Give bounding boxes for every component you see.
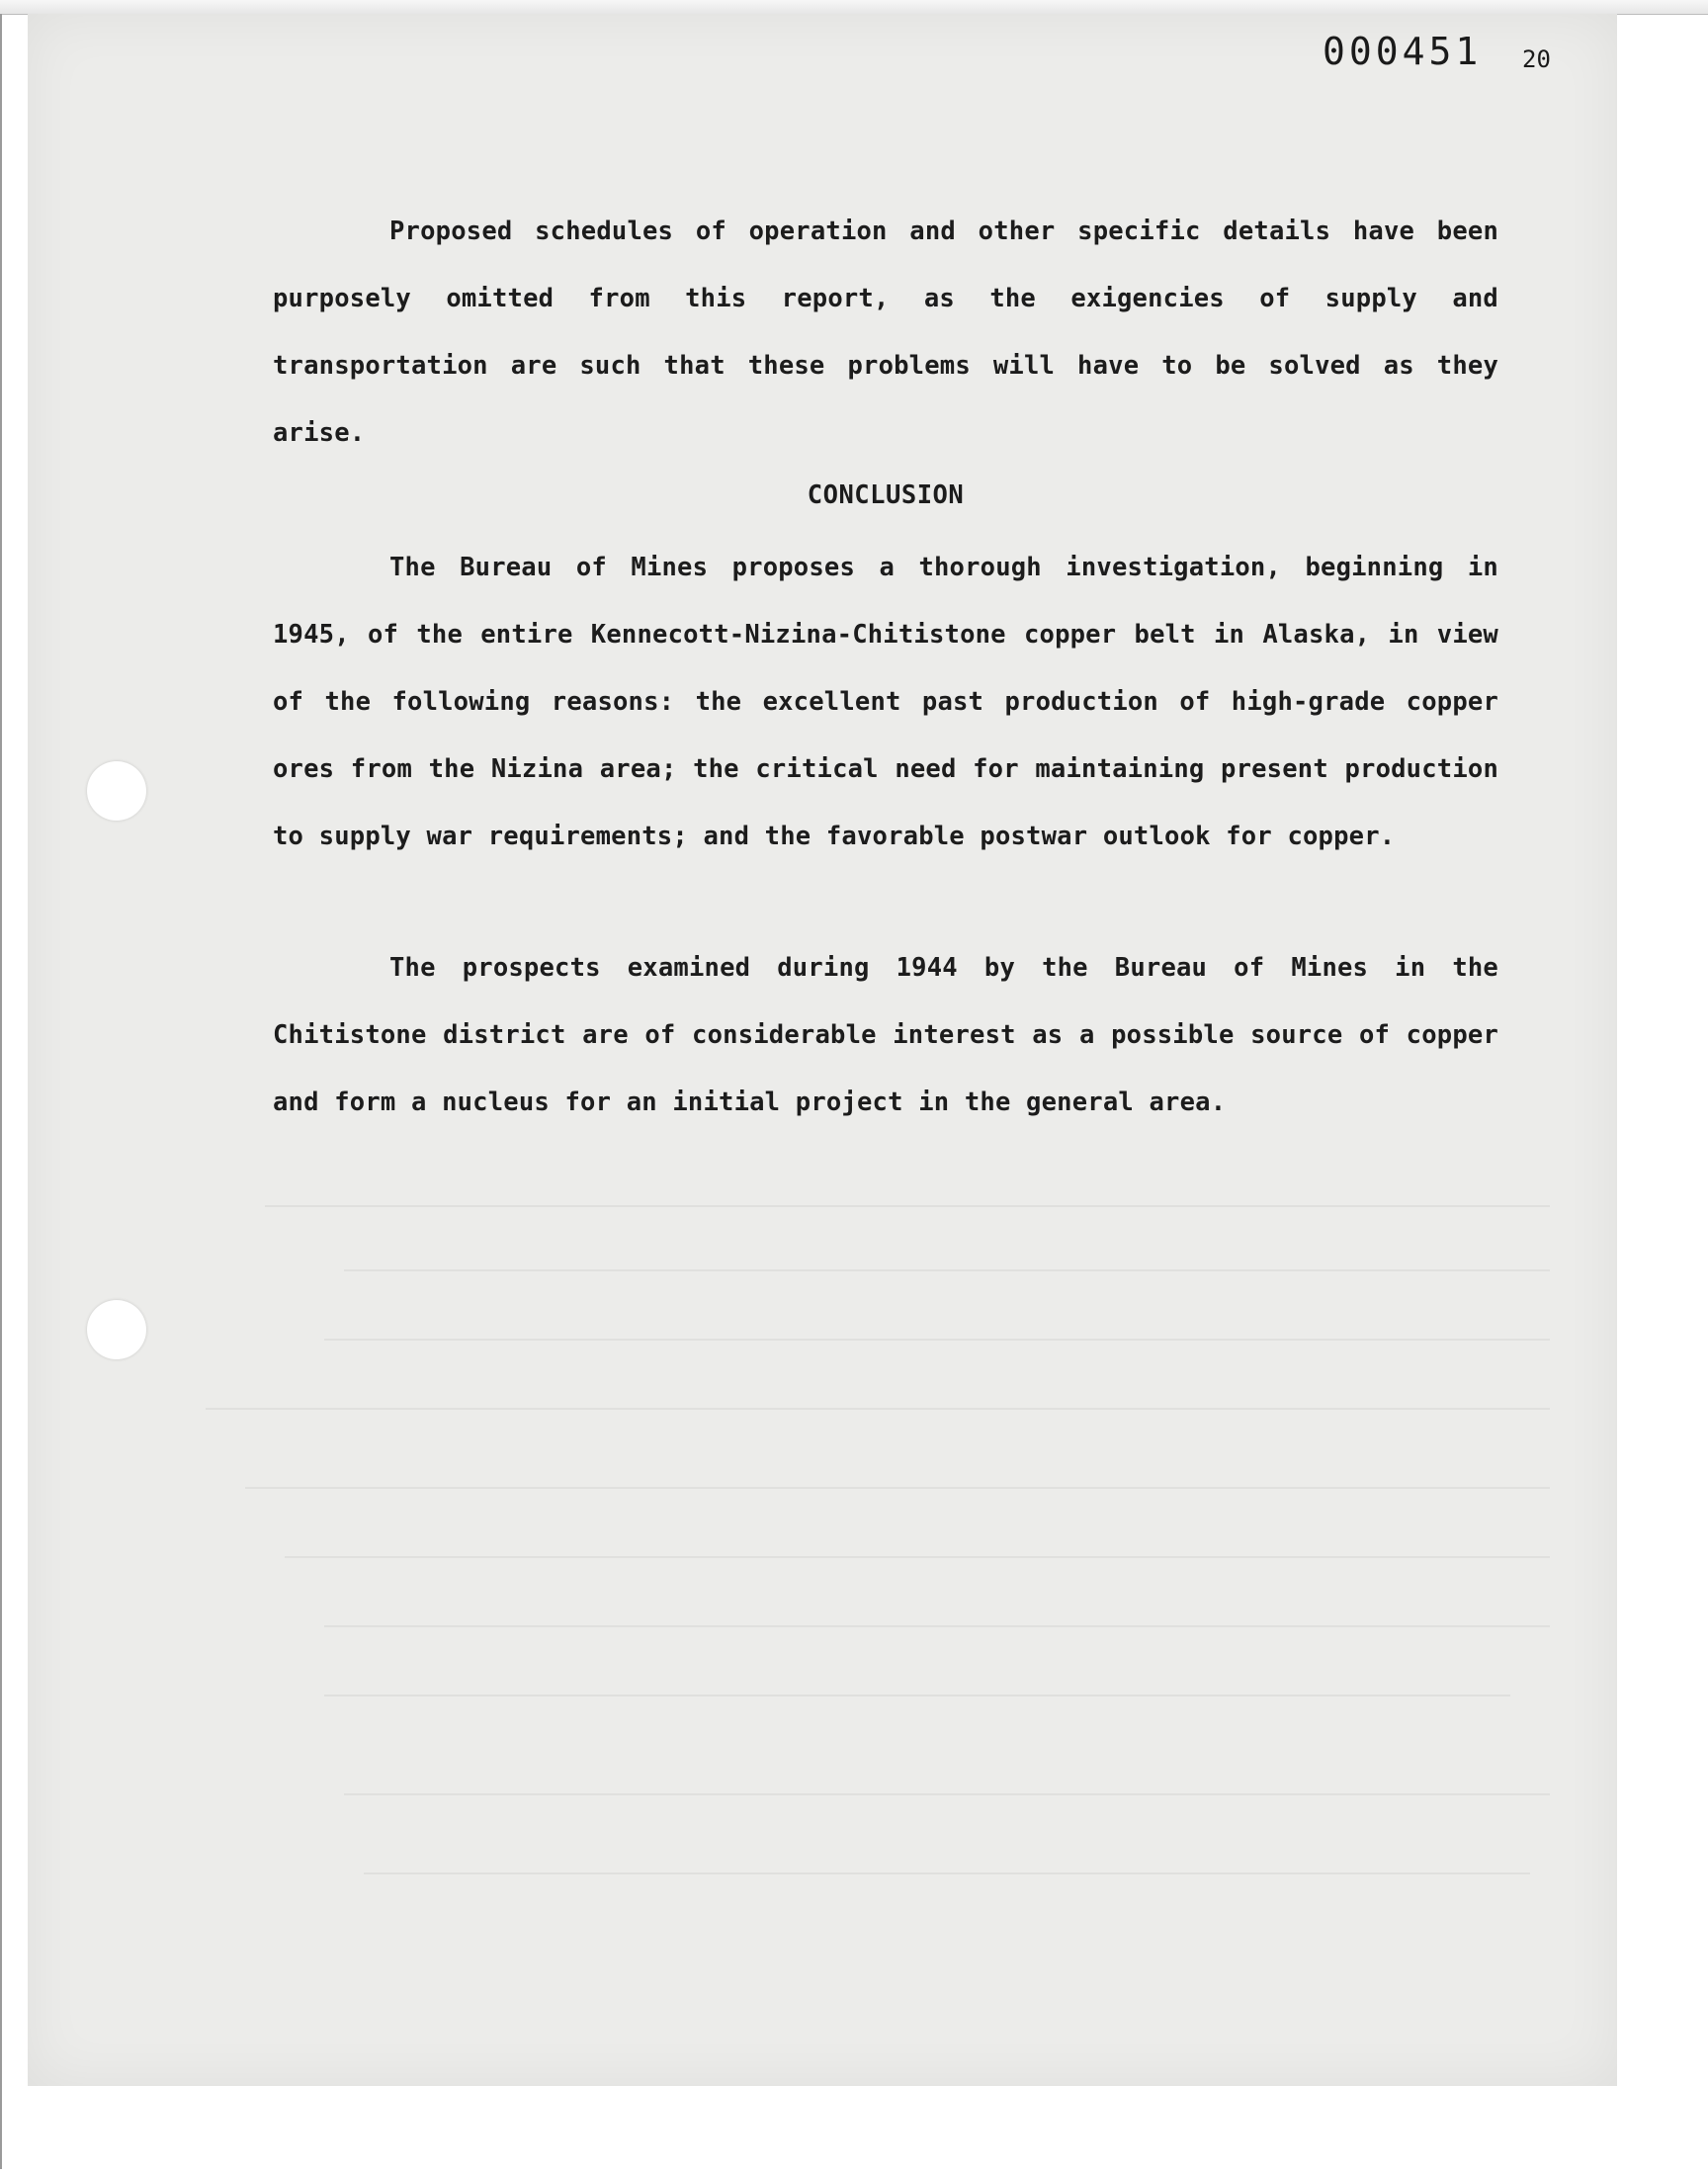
show-through-line — [324, 1339, 1550, 1341]
show-through-line — [245, 1487, 1550, 1489]
paragraph-schedules: Proposed schedules of operation and other specific details have been purposely omitted from this report, as the exigencies of supply and transportation are such that these problems will have to be solved as they arise. — [273, 217, 1498, 448]
document-number: 000451 — [1323, 30, 1483, 73]
show-through-line — [344, 1269, 1550, 1271]
punch-hole — [87, 1300, 146, 1359]
page-number: 20 — [1522, 45, 1551, 73]
scan-left-edge — [0, 14, 2, 2169]
show-through-line — [364, 1872, 1530, 1874]
show-through-line — [324, 1625, 1550, 1627]
section-heading: CONCLUSION — [807, 480, 965, 510]
scan-top-edge — [0, 0, 1708, 15]
show-through-line — [206, 1408, 1550, 1410]
show-through-line — [324, 1695, 1510, 1696]
show-through-line — [285, 1556, 1550, 1558]
paragraph-investigation: The Bureau of Mines proposes a thorough investigation, beginning in 1945, of the entire Kennecott-Nizina-Chitistone copper belt in Alaska, in view of the following reasons: the excellent past production of high-grade copper ores from the Nizina area; the critical need for maintaining present production to supply war requirements; and the favorable postwar outlook for copper. — [273, 553, 1498, 851]
paragraph-prospects: The prospects examined during 1944 by the Bureau of Mines in the Chitistone district are of considerable interest as a possible source of copper and form a nucleus for an initial project in the general area. — [273, 953, 1498, 1117]
show-through-line — [344, 1793, 1550, 1795]
punch-hole — [87, 761, 146, 821]
show-through-line — [265, 1205, 1550, 1207]
